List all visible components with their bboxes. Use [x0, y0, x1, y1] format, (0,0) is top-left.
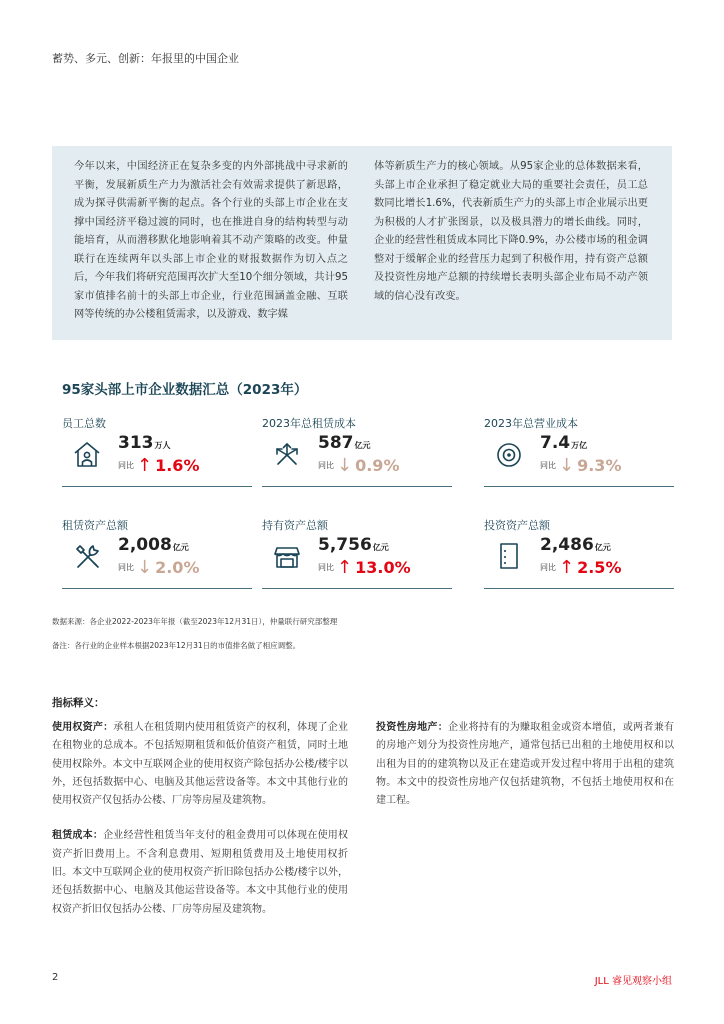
data-source-note: 数据来源：各企业2022-2023年年报（截至2023年12月31日），仲量联行研究部整理	[52, 617, 338, 626]
running-header: 蓄势、多元、创新：年报里的中国企业	[52, 52, 239, 65]
divider	[484, 588, 674, 589]
definition-text: 企业将持有的为赚取租金或资本增值，或两者兼有的房地产划分为投资性房地产，通常包括已出租的土地使用权和以出租为目的的建筑物以及正在建造或开发过程中将用于出租的建筑物。本文中的投资性房地产仅包括建筑物，不包括土地使用权和在建工程。	[376, 722, 674, 807]
kpi-label: 2023年总租赁成本	[262, 417, 356, 430]
divider	[62, 588, 252, 589]
kpi-change: 同比 ↓ 2.0%	[118, 557, 200, 578]
kpi-change: 同比 ↑ 13.0%	[318, 557, 411, 578]
arrow-down-icon: ↓	[337, 455, 353, 476]
target-icon	[494, 439, 524, 469]
intro-text-left: 今年以来，中国经济正在复杂多变的内外部挑战中寻求新的平衡，发展新质生产力为激活社会有效需求提供了新思路，成为探寻供需新平衡的起点。各个行业的头部上市企业在支撑中国经济平稳过渡的同时，也在推进自身的结构转型与动能培育，从而潜移默化地影响着其不动产策略的改变。仲量联行在连续两年以头部上市企业的财报数据作为切入点之后，今年我们将研究范围再次扩大至10个细分领域，共计95家市值排名前十的头部上市企业，行业范围涵盖金融、互联网等传统的办公楼租赁需求，以及游戏、数字媒	[74, 161, 348, 320]
definitions-left-column	[52, 719, 348, 936]
expand-arrows-icon	[272, 439, 302, 469]
intro-panel	[52, 146, 672, 340]
kpi-value: 5,756亿元	[318, 535, 389, 555]
kpi-change: 同比 ↑ 1.6%	[118, 455, 200, 476]
arrow-down-icon: ↓	[137, 557, 153, 578]
kpi-change: 同比 ↑ 2.5%	[540, 557, 622, 578]
divider	[62, 486, 252, 487]
divider	[262, 486, 452, 487]
kpi-label: 租赁资产总额	[62, 519, 128, 532]
arrow-up-icon: ↑	[337, 557, 353, 578]
summary-title: 95家头部上市企业数据汇总（2023年）	[62, 382, 308, 398]
divider	[262, 588, 452, 589]
kpi-label: 2023年总营业成本	[484, 417, 578, 430]
kpi-change: 同比 ↓ 9.3%	[540, 455, 622, 476]
arrow-up-icon: ↑	[559, 557, 575, 578]
definition-text: 承租人在租赁期内使用租赁资产的权利，体现了企业在租物业的总成本。不包括短期租赁和低价值资产租赁，同时土地使用权除外。本文中互联网企业的使用权资产除包括办公楼/楼宇以外，还包括数据中心、电脑及其他运营设备等。本文中其他行业的使用权资产仅包括办公楼、厂房等房屋及建筑物。	[52, 722, 349, 807]
store-icon	[272, 541, 302, 571]
kpi-value: 7.4万亿	[540, 433, 588, 453]
definitions-right-column	[376, 719, 674, 827]
kpi-label: 员工总数	[62, 417, 106, 430]
definition-item	[376, 719, 674, 810]
intro-text-right: 体等新质生产力的核心领域。从95家企业的总体数据来看，头部上市企业承担了稳定就业大局的重要社会责任，员工总数同比增长1.6%，代表新质生产力的头部上市企业展示出更为积极的人才扩张图景，以及极具潜力的增长曲线。同时，企业的经营性租赁成本同比下降0.9%，办公楼市场的租金调整对于缓解企业的经营压力起到了积极作用，持有资产总额及投资性房地产总额的持续增长表明头部企业布局不动产领域的信心没有改变。	[374, 161, 648, 302]
kpi-label: 持有资产总额	[262, 519, 328, 532]
kpi-value: 2,486亿元	[540, 535, 611, 555]
kpi-value: 2,008亿元	[118, 535, 189, 555]
definition-term: 投资性房地产：	[376, 722, 448, 733]
tools-icon	[72, 541, 102, 571]
definition-item	[52, 719, 348, 810]
remark-note: 备注：各行业的企业样本根据2023年12月31日的市值排名做了相应调整。	[52, 641, 301, 650]
building-icon	[494, 541, 524, 571]
arrow-down-icon: ↓	[559, 455, 575, 476]
definition-item	[52, 827, 348, 918]
definition-text: 企业经营性租赁当年支付的租金费用可以体现在使用权资产折旧费用上。不含利息费用、短期租赁费用及土地使用权折旧。本文中互联网企业的使用权资产折旧除包括办公楼/楼宇以外，还包括数据中心、电脑及其他运营设备等。本文中其他行业的使用权资产折旧仅包括办公楼、厂房等房屋及建筑物。	[52, 830, 349, 915]
definition-term: 租赁成本：	[52, 830, 104, 842]
definitions-title: 指标释义：	[52, 697, 105, 709]
divider	[484, 486, 674, 487]
kpi-value: 313万人	[118, 433, 171, 453]
brand-footer: JLL 睿见观察小组	[594, 976, 672, 987]
kpi-value: 587亿元	[318, 433, 371, 453]
kpi-label: 投资资产总额	[484, 519, 550, 532]
kpi-change: 同比 ↓ 0.9%	[318, 455, 400, 476]
house-icon	[72, 439, 102, 469]
page-number: 2	[52, 972, 59, 983]
definition-term: 使用权资产：	[52, 722, 114, 733]
arrow-up-icon: ↑	[137, 455, 153, 476]
